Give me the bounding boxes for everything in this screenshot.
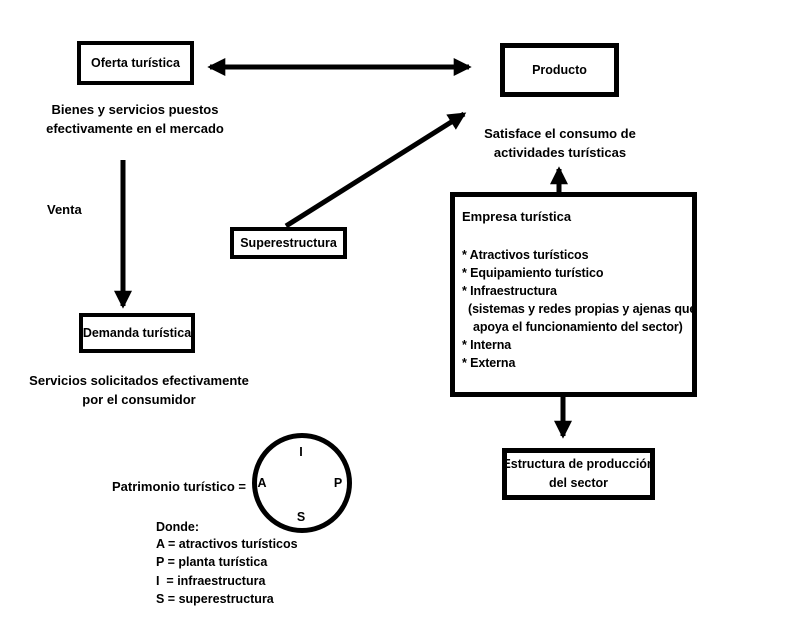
empresa-item-interna: * Interna [462, 338, 512, 352]
box-demanda-turistica-label: Demanda turística [82, 326, 192, 340]
box-oferta-turistica [77, 41, 194, 85]
satisface-note-line2: actividades turísticas [493, 145, 627, 160]
circle-legend [156, 520, 298, 609]
satisface-note-line1: Satisface el consumo de [484, 126, 636, 141]
servicios-note-line1: Servicios solicitados efectivamente [29, 373, 249, 388]
box-oferta-turistica-label: Oferta turística [91, 56, 180, 70]
satisface-consumo-note [460, 124, 660, 162]
box-estructura-label-line2: del sector [548, 476, 609, 490]
empresa-item-infraestructura-note-2: apoya el funcionamiento del sector) [473, 320, 683, 334]
circle-letter-atractivos: A [257, 476, 267, 490]
bienes-note-line1: Bienes y servicios puestos [51, 102, 219, 117]
empresa-item-equipamiento: * Equipamiento turístico [462, 266, 604, 280]
box-empresa-turistica [450, 192, 697, 397]
servicios-note-line2: por el consumidor [82, 392, 196, 407]
patrimonio-turistico-label: Patrimonio turístico = [112, 479, 246, 494]
legend-item-infraestructura: I = infraestructura [156, 573, 266, 588]
venta-label: Venta [47, 202, 82, 217]
empresa-item-infraestructura-note-1: (sistemas y redes propias y ajenas que [468, 302, 697, 316]
legend-item-planta: P = planta turística [156, 555, 268, 570]
empresa-item-infraestructura: * Infraestructura [462, 284, 557, 298]
bienes-y-servicios-note [35, 100, 235, 138]
bienes-note-line2: efectivamente en el mercado [46, 121, 224, 136]
empresa-item-externa: * Externa [462, 356, 516, 370]
box-superestructura-label: Superestructura [240, 236, 337, 250]
box-estructura-de-produccion [502, 448, 655, 500]
servicios-solicitados-note [29, 371, 249, 409]
empresa-item-atractivos: * Atractivos turísticos [462, 248, 589, 262]
legend-item-superestructura: S = superestructura [156, 592, 274, 607]
box-producto-label: Producto [532, 63, 587, 77]
box-superestructura [230, 227, 347, 259]
circle-letter-superestructura: S [296, 510, 306, 524]
arrow-superestructura-to-producto [286, 114, 464, 226]
empresa-turistica-title: Empresa turística [462, 209, 572, 224]
legend-title: Donde: [156, 520, 200, 534]
box-demanda-turistica [79, 313, 195, 353]
circle-letter-planta: P [333, 476, 343, 490]
box-producto [500, 43, 619, 97]
circle-letter-infraestructura: I [299, 445, 303, 459]
legend-item-atractivos: A = atractivos turísticos [156, 537, 298, 551]
box-estructura-label-line1: Estructura de producción [502, 457, 655, 471]
